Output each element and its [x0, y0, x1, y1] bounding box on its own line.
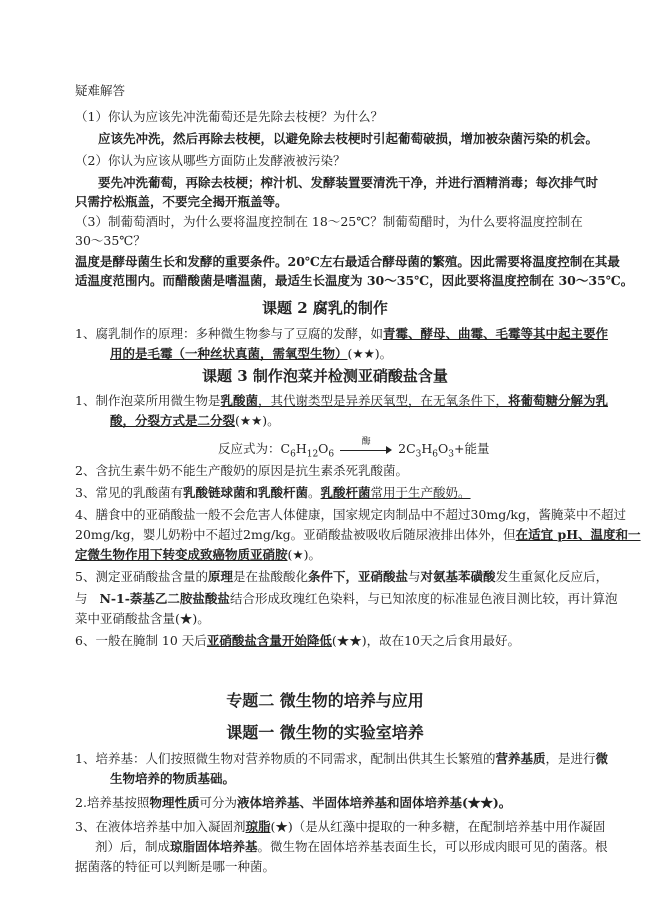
text: ，是进行 — [545, 751, 596, 766]
section-2-title: 专题二 微生物的培养与应用 — [226, 691, 424, 710]
topic-3-item-1-line-1 — [75, 392, 608, 410]
reaction-arrow — [338, 436, 394, 457]
topic-2-item-1-line-2 — [110, 345, 392, 363]
text: (★★)。 — [235, 413, 280, 428]
question-3-line-1: （3）制葡萄酒时，为什么要将温度控制在 18～25℃？制葡萄醋时，为什么要将温度控制在 — [75, 214, 583, 229]
question-3-line-2: 30～35℃？ — [75, 233, 146, 248]
text: ，其代谢类型是异养厌氧型，在无氧条件下， — [257, 393, 508, 408]
text: 与 — [408, 569, 421, 584]
section-2-topic-1-title: 课题一 微生物的实验室培养 — [226, 723, 424, 742]
topic-2-item-1-line-1 — [75, 325, 608, 343]
text: 常用于生产酸奶。 — [370, 485, 471, 500]
question-2: （2）你认为应该从哪些方面防止发酵液被污染？ — [75, 153, 346, 168]
key-text: 青霉、酵母、曲霉、毛霉等其中起主要作 — [382, 326, 608, 341]
text: 5、测定亚硝酸盐含量的 — [75, 569, 208, 584]
key-text: 原理 — [207, 569, 233, 584]
answer-3-line-2: 适温度范围内。而醋酸菌是嗜温菌，最适生长温度为 30～35℃，因此要将温度控制在 30～35℃。 — [75, 273, 634, 288]
topic-3-title: 课题 3 制作泡菜并检测亚硝酸盐含量 — [202, 367, 448, 385]
text: 结合形成玫瑰红色染料，与已知浓度的标准显色液目测比较，再计算泡 — [229, 591, 618, 606]
key-text: 乳酸链球菌和乳酸杆菌 — [182, 485, 308, 500]
key-text: 在适宜 pH、温度和一 — [515, 527, 641, 542]
text: 发生重氮化反应后， — [495, 569, 609, 584]
key-text: 亚硝酸盐含量开始降低 — [206, 633, 332, 648]
question-1: （1）你认为应该先冲洗葡萄还是先除去枝梗？为什么？ — [75, 109, 383, 124]
text: (★)（是从红藻中提取的一种多糖，在配制培养基中用作凝固 — [270, 819, 606, 834]
key-text: 定微生物作用下转变成致癌物质亚硝胺 — [75, 547, 288, 562]
answer-3-line-1: 温度是酵母菌生长和发酵的重要条件。20℃左右最适合酵母菌的繁殖。因此需要将温度控制在其最 — [75, 254, 620, 269]
text: 3、在液体培养基中加入凝固剂 — [75, 819, 246, 834]
answer-1: 应该先冲洗，然后再除去枝梗，以避免除去枝梗时引起葡萄破损，增加被杂菌污染的机会。 — [98, 131, 599, 146]
text: 可分为 — [199, 795, 237, 810]
text: 反应式为：C — [218, 441, 291, 456]
reaction-equation: 反应式为：$C_6H_{12}O_6$ 酶 $2C_3H_6O_3+$能量 — [218, 440, 490, 464]
key-text: 乳酸菌 — [220, 393, 258, 408]
key-text: 物理性质 — [149, 795, 200, 810]
topic-3-item-5-line-2 — [75, 590, 617, 608]
topic-3-item-4-line-1: 4、膳食中的亚硝酸盐一般不会危害人体健康，国家规定肉制品中不超过30mg/kg，酱腌菜中不超过 — [75, 507, 627, 522]
text: 2.培养基按照 — [75, 795, 150, 810]
text: 6、一般在腌制 10 天后 — [75, 633, 207, 648]
text: 剂）后，制成 — [95, 839, 171, 854]
answer-2-line-2: 只需拧松瓶盖，不要完全揭开瓶盖等。 — [75, 194, 288, 209]
topic-3-item-3 — [75, 484, 471, 502]
text: 20mg/kg，婴儿奶粉中不超过2mg/kg。亚硝酸盐被吸收后随尿液排出体外，但 — [75, 527, 516, 542]
key-text: 用的是毛霉（一种丝状真菌，需氧型生物） — [110, 346, 348, 361]
text: 是在盐酸酸化 — [232, 569, 308, 584]
text: (★★)，故在10天之后食用最好。 — [331, 633, 520, 648]
key-text: 琼脂 — [245, 819, 271, 834]
topic-3-item-4-line-3 — [75, 546, 321, 564]
qa-heading: 疑难解答 — [75, 83, 126, 98]
section-2-item-3-line-2 — [95, 838, 608, 856]
section-2-item-1-line-2: 生物培养的物质基础。 — [110, 771, 236, 786]
key-text: 乳酸杆菌 — [320, 485, 371, 500]
key-text: 对氨基苯磺酸 — [420, 569, 496, 584]
key-text: 条件下， — [308, 569, 359, 584]
topic-3-item-2: 2、含抗生素牛奶不能生产酸奶的原因是抗生素杀死乳酸菌。 — [75, 463, 408, 478]
key-text: 营养基质 — [495, 751, 546, 766]
key-text: 液体培养基、半固体培养基和固体培养基(★★)。 — [236, 795, 512, 810]
section-2-item-2 — [75, 794, 511, 812]
key-text: 酸，分裂方式是二分裂 — [110, 413, 236, 428]
text: 1、培养基：人们按照微生物对营养物质的不同需求，配制出供其生长繁殖的 — [75, 751, 496, 766]
text: (★★)。 — [347, 346, 393, 361]
text: 。 — [307, 485, 321, 500]
key-text: N-1-萘基乙二胺盐酸盐 — [99, 591, 230, 606]
section-2-item-3-line-3: 据菌落的特征可以判断是哪一种菌。 — [75, 859, 276, 874]
text: 1、腐乳制作的原理：多种微生物参与了豆腐的发酵，如 — [75, 326, 383, 341]
key-text: 琼脂固体培养基 — [170, 839, 258, 854]
text: 与 — [75, 591, 88, 606]
key-text: 将葡萄糖分解为乳 — [508, 393, 609, 408]
text: 3、常见的乳酸菌有 — [75, 485, 183, 500]
topic-3-item-4-line-2 — [75, 526, 641, 544]
enzyme-label: 酶 — [361, 436, 371, 447]
topic-3-item-5-line-1 — [75, 568, 608, 586]
text: 2C — [398, 441, 416, 456]
topic-2-title: 课题 2 腐乳的制作 — [262, 299, 388, 317]
topic-3-item-1-line-2 — [110, 412, 280, 430]
text: 1、制作泡菜所用微生物是 — [75, 393, 221, 408]
key-text: 微 — [595, 751, 609, 766]
text: 。微生物在固体培养基表面生长，可以形成肉眼可见的菌落。根 — [257, 839, 608, 854]
section-2-item-3-line-1 — [75, 818, 605, 836]
topic-3-item-5-line-3: 菜中亚硝酸盐含量(★)。 — [75, 611, 210, 626]
topic-3-item-6 — [75, 632, 520, 650]
text: (★)。 — [287, 547, 321, 562]
answer-2-line-1: 要先冲洗葡萄，再除去枝梗；榨汁机、发酵装置要清洗干净，并进行酒精消毒；每次排气时 — [98, 175, 599, 190]
section-2-item-1-line-1 — [75, 750, 608, 768]
key-text: 亚硝酸盐 — [358, 569, 409, 584]
text: +能量 — [454, 441, 490, 456]
